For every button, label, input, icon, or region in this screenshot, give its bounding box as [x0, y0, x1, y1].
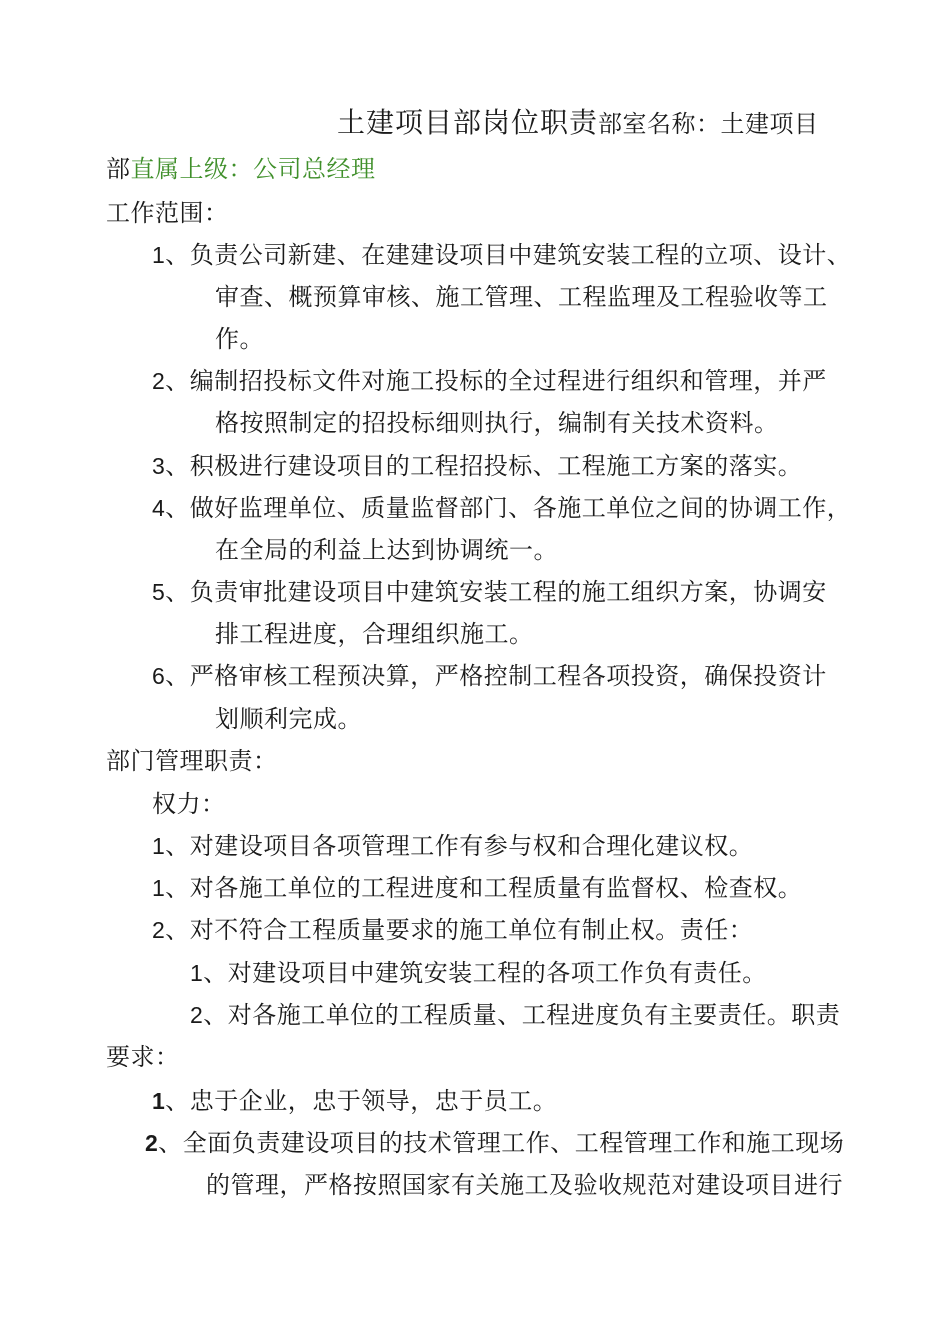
- requirements-heading-tail: 要求：: [106, 1043, 180, 1071]
- power-item: [152, 831, 753, 861]
- item-number: 1: [190, 960, 204, 986]
- dept-name-tail: 部: [106, 155, 131, 183]
- management-heading: 部门管理职责：: [106, 747, 278, 775]
- superior-line: [106, 154, 376, 184]
- power-heading: 权力：: [152, 790, 226, 818]
- scope-heading: 工作范围：: [106, 199, 229, 227]
- scope-item-1: [152, 240, 851, 270]
- item-text: 、对建设项目中建筑安装工程的各项工作负有责任。: [203, 959, 767, 987]
- item-text: 、忠于企业，忠于领导，忠于员工。: [165, 1087, 558, 1115]
- item-number: 4: [152, 495, 166, 521]
- item-number: 1: [152, 833, 166, 859]
- item-number: 1: [152, 1088, 166, 1114]
- item-text: 、对不符合工程质量要求的施工单位有制止权。责任：: [165, 916, 754, 944]
- scope-item-1-cont: 作。: [215, 325, 264, 353]
- superior-label: 直属上级：公司总经理: [130, 155, 376, 183]
- item-number: 1: [152, 242, 166, 268]
- power-item: [152, 873, 802, 903]
- item-text: 、负责审批建设项目中建筑安装工程的施工组织方案，协调安: [165, 578, 827, 606]
- scope-item-2-cont: 格按照制定的招投标细则执行，编制有关技术资料。: [215, 409, 779, 437]
- scope-item-1-cont: 审查、概预算审核、施工管理、工程监理及工程验收等工: [215, 283, 828, 311]
- scope-item-6: [152, 661, 827, 691]
- scope-item-4: [152, 493, 851, 523]
- scope-item-5: [152, 577, 827, 607]
- item-text: 、对各施工单位的工程质量、工程进度负有主要责任。职责: [203, 1001, 841, 1029]
- requirement-item-cont: 的管理，严格按照国家有关施工及验收规范对建设项目进行: [206, 1171, 843, 1199]
- scope-item-2: [152, 366, 827, 396]
- item-number: 2: [152, 368, 166, 394]
- item-text: 、负责公司新建、在建建设项目中建筑安装工程的立项、设计、: [165, 241, 852, 269]
- item-number: 3: [152, 453, 166, 479]
- item-text: 、全面负责建设项目的技术管理工作、工程管理工作和施工现场: [158, 1129, 845, 1157]
- power-item: [152, 915, 753, 945]
- page-title-line: [337, 108, 819, 139]
- dept-name-label: 部室名称：土建项目: [598, 110, 819, 138]
- scope-item-6-cont: 划顺利完成。: [215, 705, 362, 733]
- duty-item: [190, 958, 767, 988]
- duty-item: [190, 1000, 840, 1030]
- item-number: 2: [145, 1130, 159, 1156]
- requirement-item: [145, 1128, 844, 1158]
- item-number: 5: [152, 579, 166, 605]
- scope-item-3: [152, 451, 802, 481]
- scope-item-4-cont: 在全局的利益上达到协调统一。: [215, 536, 558, 564]
- page-title: 土建项目部岗位职责: [337, 106, 599, 139]
- item-text: 、严格审核工程预决算，严格控制工程各项投资，确保投资计: [165, 662, 827, 690]
- requirement-item: [152, 1086, 557, 1116]
- item-text: 、做好监理单位、质量监督部门、各施工单位之间的协调工作，: [165, 494, 852, 522]
- item-text: 、积极进行建设项目的工程招投标、工程施工方案的落实。: [165, 452, 803, 480]
- item-number: 1: [152, 875, 166, 901]
- item-text: 、编制招投标文件对施工投标的全过程进行组织和管理，并严: [165, 367, 827, 395]
- item-number: 2: [190, 1002, 204, 1028]
- item-text: 、对各施工单位的工程进度和工程质量有监督权、检查权。: [165, 874, 803, 902]
- item-text: 、对建设项目各项管理工作有参与权和合理化建议权。: [165, 832, 754, 860]
- scope-item-5-cont: 排工程进度，合理组织施工。: [215, 620, 534, 648]
- item-number: 2: [152, 917, 166, 943]
- item-number: 6: [152, 663, 166, 689]
